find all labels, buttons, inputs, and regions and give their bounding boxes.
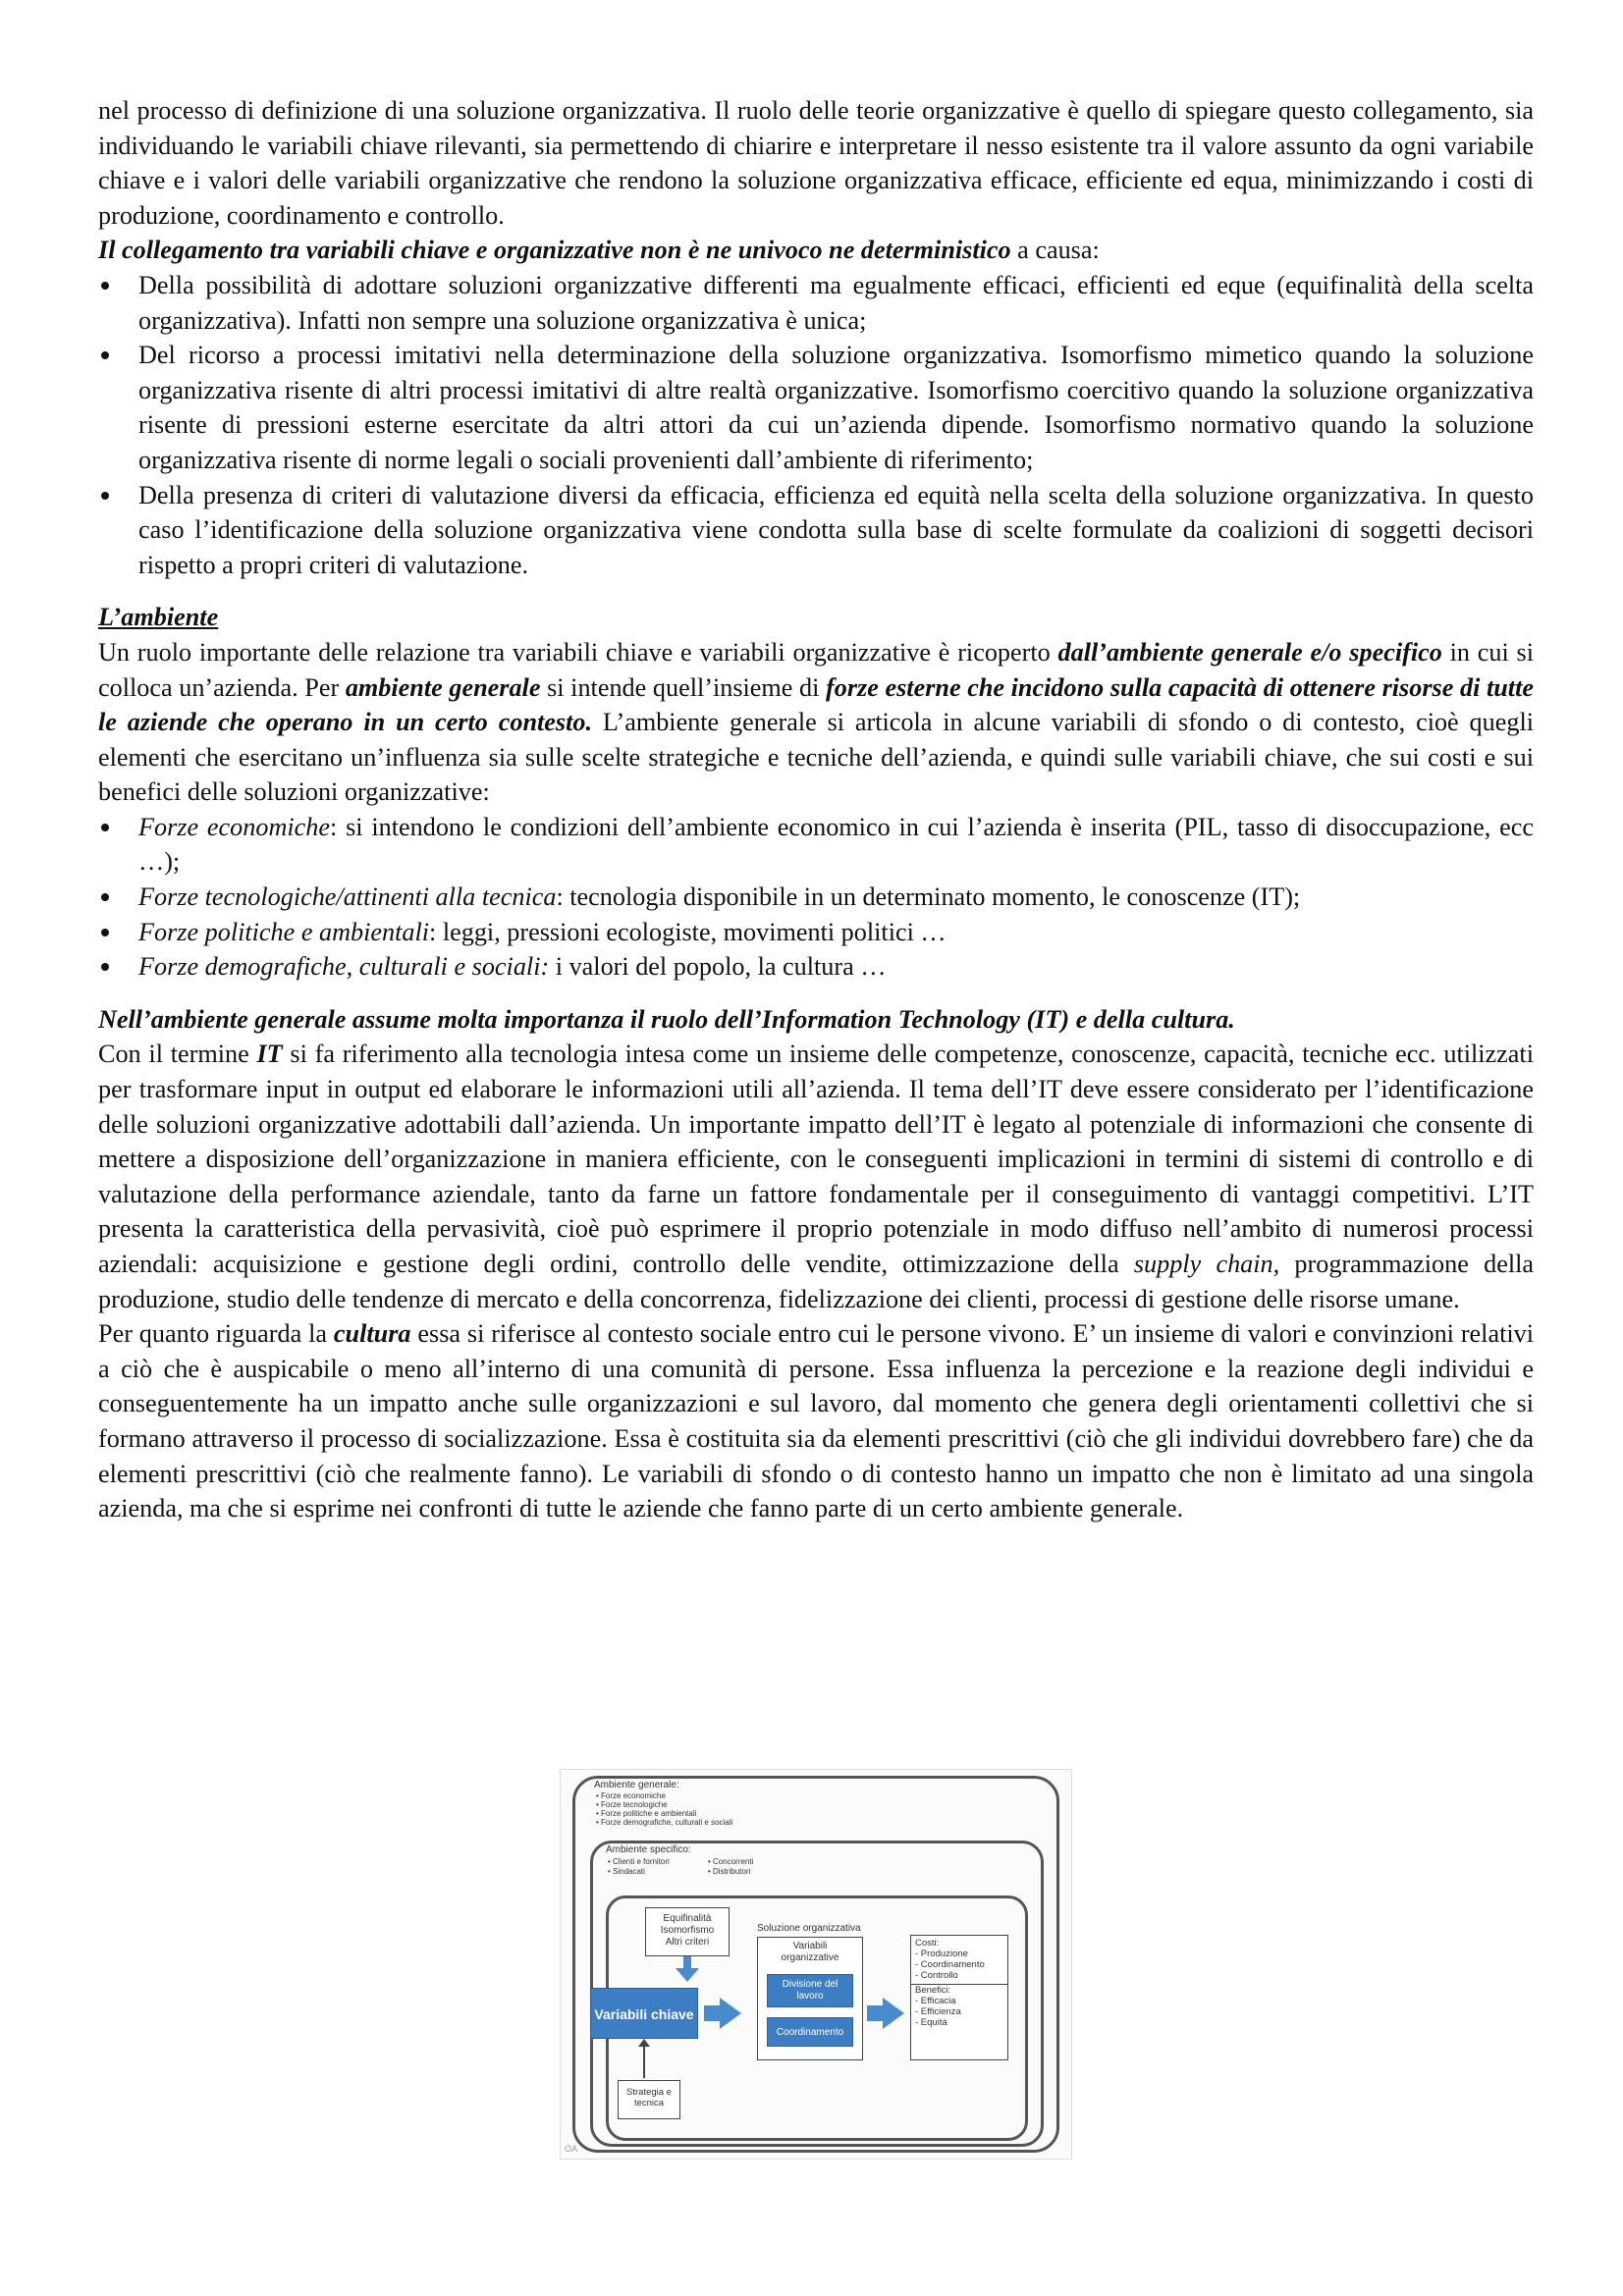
costs-benefits-box [910,1935,1008,2060]
general-item: • Forze politiche e ambientali [596,1809,697,1818]
text-run: si fa riferimento alla tecnologia intesa come un insieme delle competenze, conoscenze, capacità, tecniche ecc. utilizzati per trasformare input in output ed elaborare le informazioni utili all’azienda. Il tema dell’IT deve essere considerato per l’identificazione delle soluzioni organizzative adottabili dall’azienda. Un importante impatto dell’IT è legato al potenziale di informazioni che consente di mettere a disposizione dell’organizzazione in maniera efficiente, con le conseguenti implicazioni in termini di sistemi di controllo e di valutazione della performance aziendale, tanto da farne un fattore fondamentale per il conseguimento di vantaggi competitivi. L’IT presenta la caratteristica della pervasività, cioè può esprimere il proprio potenziale in modo diffuso nell’ambito di numerosi processi aziendali: acquisizione e gestione degli ordini, controllo delle vendite, ottimizzazione della [98,1040,1534,1278]
costs-line: Costi: [915,1938,940,1949]
arrow-stem [867,2005,883,2021]
arrow-stem [704,2005,720,2021]
link-sentence-bold: Il collegamento tra variabili chiave e organizzative non è ne univoco ne deterministico [98,236,1011,265]
it-paragraph [98,1037,1534,1316]
force-item [98,810,1534,880]
general-item: • Forze economiche [596,1791,666,1800]
arrow-right-icon [720,1998,741,2029]
arrow-right-icon [883,1998,904,2029]
arrow-up-icon [638,2039,650,2047]
emphasis-run: ambiente generale [345,672,541,702]
specific-item: • Distributori [708,1867,751,1876]
emphasis-run: IT [256,1040,283,1069]
force-label: Forze politiche e ambientali [138,917,430,946]
equifinality-line: Equifinalità [663,1913,712,1924]
specific-environment-title: Ambiente specifico: [606,1844,691,1855]
division-line: Divisione del [782,1979,839,1990]
force-text: i valori del popolo, la cultura … [549,952,887,982]
document-page [98,93,1534,1526]
force-label: Forze demografiche, culturali e sociali: [138,952,550,982]
costs-line: - Controllo [915,1970,958,1981]
benefits-line: - Efficienza [915,2006,961,2017]
force-item [98,915,1534,950]
equifinality-line: Altri criteri [665,1937,710,1948]
emphasis-run: dall’ambiente generale e/o specifico [1057,637,1442,667]
text-run: in cui si colloca un’azienda. Per [98,637,1534,702]
text-run: Per quanto riguarda la [98,1319,334,1349]
force-label: Forze tecnologiche/attinenti alla tecnica [138,882,557,912]
emphasis-run: cultura [333,1319,411,1349]
costs-line: - Coordinamento [915,1959,985,1970]
cause-item: Della possibilità di adottare soluzioni organizzative differenti ma egualmente efficaci, efficienti ed eque (equifinalità della scelta organizzativa). Infatti non sempre una soluzione organizzativa è unica; [98,268,1534,338]
ambiente-paragraph [98,635,1534,810]
it-heading: Nell’ambiente generale assume molta importanza il ruolo dell’Information Technology (IT) e della cultura. [98,1004,1235,1034]
forces-list [98,810,1534,985]
strategy-line: Strategia e [626,2087,672,2098]
force-item [98,949,1534,985]
italic-run: supply chain [1133,1250,1273,1278]
strategy-line: tecnica [633,2098,665,2109]
benefits-line: Benefici: [911,1984,1007,1996]
intro-paragraph: nel processo di definizione di una soluzione organizzativa. Il ruolo delle teorie organizzative è quello di spiegare questo collegamento, sia individuando le variabili chiave rilevanti, sia permettendo di chiarire e interpretare il nesso esistente tra il valore assunto da ogni variabile chiave e i valori delle variabili organizzative che rendono la soluzione organizzativa efficace, efficiente ed equa, minimizzando i costi di produzione, coordinamento e controllo. [98,96,1534,230]
corner-mark: OA [565,2144,578,2154]
coordination-box: Coordinamento [767,2017,853,2047]
text-run: si intende quell’insieme di [540,672,827,702]
division-line: lavoro [796,1991,824,2002]
force-text: : tecnologia disponibile in un determinato momento, le conoscenze (IT); [556,882,1301,912]
environment-diagram [560,1769,1072,2160]
general-item: • Forze demografiche, culturali e sociali [596,1818,733,1827]
force-label: Forze economiche [138,812,330,841]
org-variables-line: organizzative [781,1952,839,1963]
specific-item: • Sindacati [608,1867,645,1876]
section-heading: L’ambiente [98,603,219,632]
benefits-line: - Equità [915,2017,947,2028]
connector-line [643,2045,645,2078]
emphasis-run: forze esterne che incidono sulla capacità di ottenere risorse di tutte le aziende che operano in un certo contesto. [98,672,1534,737]
solution-title: Soluzione organizzativa [757,1923,861,1934]
general-item: • Forze tecnologiche [596,1800,668,1809]
cause-item: Del ricorso a processi imitativi nella determinazione della soluzione organizzativa. Isomorfismo mimetico quando la soluzione organizzativa risente di altri processi imitativi di altre realtà organizzative. Isomorfismo coercitivo quando la soluzione organizzativa risente di pressioni esterne esercitate da altri attori da cui un’azienda dipende. Isomorfismo normativo quando la soluzione organizzativa risente di norme legali o sociali provenienti dall’ambiente di riferimento; [98,338,1534,477]
text-run: Con il termine [98,1040,257,1069]
causes-list [98,268,1534,582]
text-run: Un ruolo importante delle relazione tra variabili chiave e variabili organizzative è ricoperto [98,637,1058,667]
general-environment-title: Ambiente generale: [594,1780,679,1790]
strategy-box [618,2080,680,2119]
force-text: : leggi, pressioni ecologiste, movimenti politici … [429,917,947,946]
costs-line: - Produzione [915,1949,968,1959]
cause-item: Della presenza di criteri di valutazione diversi da efficacia, efficienza ed equità nella scelta della soluzione organizzativa. In questo caso l’identificazione della soluzione organizzativa viene condotta sulla base di scelte formulate da coalizioni di soggetti decisori rispetto a propri criteri di valutazione. [98,478,1534,583]
force-text: : si intendono le condizioni dell’ambiente economico in cui l’azienda è inserita (PIL, tasso di disoccupazione, ecc …); [138,812,1534,877]
benefits-line: - Efficacia [915,1996,956,2006]
division-of-labor-box [767,1974,853,2007]
key-variables-box: Variabili chiave [590,1988,698,2039]
specific-item: • Clienti e fornitori [608,1857,670,1866]
org-variables-line: Variabili [792,1941,828,1951]
cultura-paragraph [98,1316,1534,1526]
specific-item: • Concorrenti [708,1857,754,1866]
equifinality-box [645,1907,730,1956]
link-sentence [98,233,1534,268]
text-run: , programmazione della produzione, studio delle tendenze di mercato e della concorrenza, fidelizzazione dei clienti, processi di gestione delle risorse umane. [98,1250,1534,1313]
arrow-down-icon [676,1968,699,1982]
link-sentence-rest: a causa: [1010,236,1100,265]
text-run: L’ambiente generale si articola in alcune variabili di sfondo o di contesto, cioè quegli elementi che esercitano un’influenza sia sulle scelte strategiche e tecniche dell’azienda, e quindi sulle variabili chiave, che sui costi e sui benefici delle soluzioni organizzative: [98,708,1534,807]
force-item [98,880,1534,915]
text-run: essa si riferisce al contesto sociale entro cui le persone vivono. E’ un insieme di valori e convinzioni relativi a ciò che è auspicabile o meno all’interno di una comunità di persone. Essa influenza la percezione e la reazione degli individui e conseguentemente ha un impatto anche sulle organizzazioni e sul lavoro, dal momento che genera degli orientamenti collettivi che si formano attraverso il processo di socializzazione. Essa è costituita sia da elementi prescrittivi (ciò che gli individui dovrebbero fare) che da elementi prescrittivi (ciò che realmente fanno). Le variabili di sfondo o di contesto hanno un impatto che non è limitato ad una singola azienda, ma che si esprime nei confronti di tutte le aziende che fanno parte di un certo ambiente generale. [98,1319,1535,1523]
equifinality-line: Isomorfismo [660,1925,715,1936]
